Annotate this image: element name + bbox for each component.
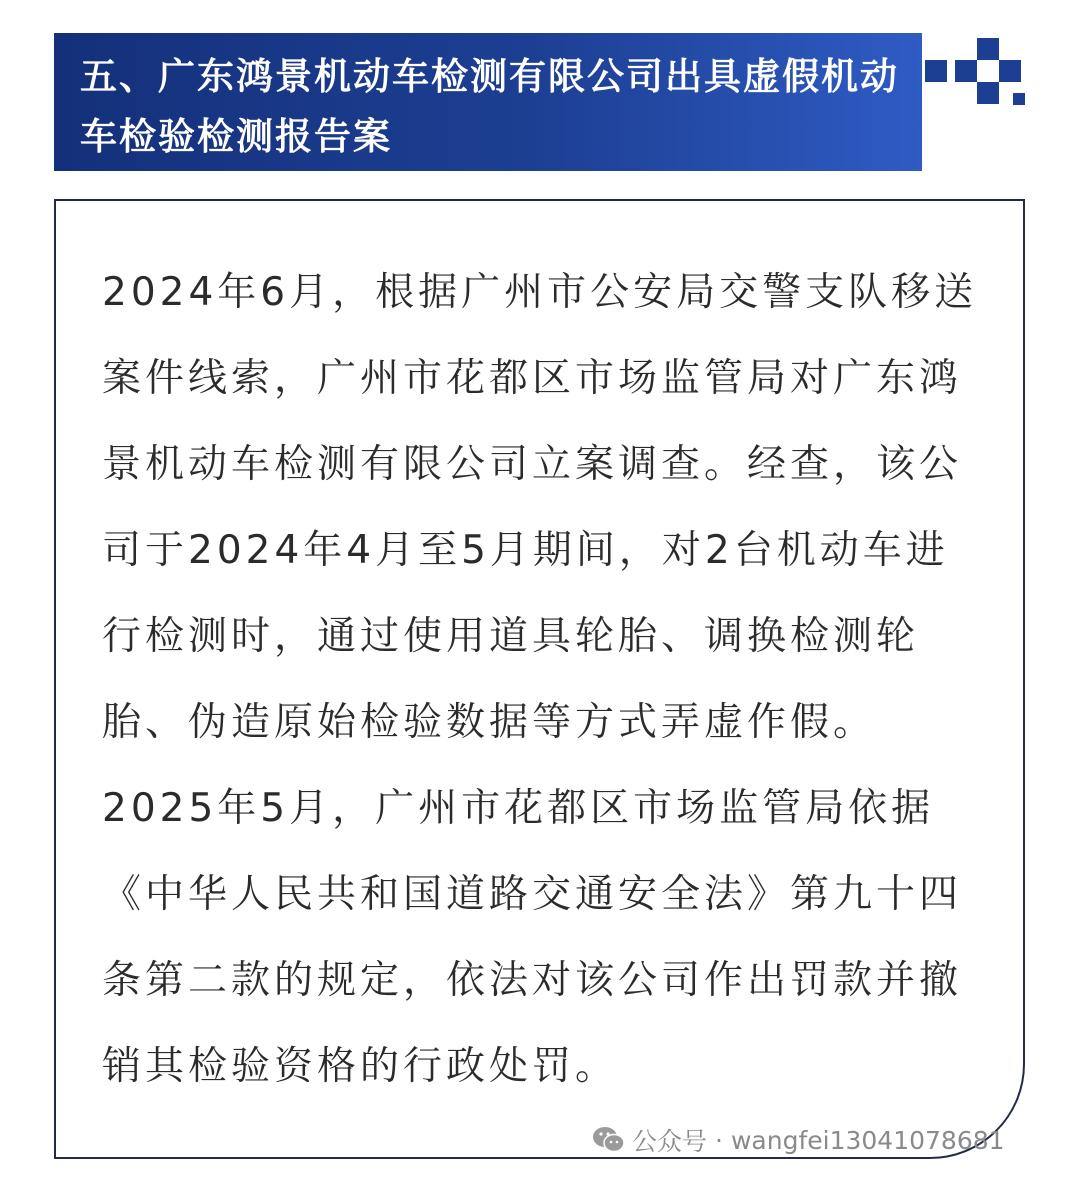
pixel-decoration xyxy=(925,38,1035,118)
title-banner xyxy=(54,33,922,171)
watermark-footer xyxy=(592,1120,1005,1160)
footer-separator: · xyxy=(715,1125,723,1155)
wechat-icon xyxy=(592,1125,626,1155)
footer-source-label: 公众号 xyxy=(632,1127,708,1156)
article-body: 2024年6月，根据广州市公安局交警支队移送案件线索，广州市花都区市场监管局对广东鸿景机动车检测有限公司立案调查。经查，该公司于2024年4月至5月期间，对2台机动车进行检测时，通过使用道具轮胎、调换检测轮胎、伪造原始检验数据等方式弄虚作假。2025年5月，广州市花都区市场监管局依据《中华人民共和国道路交通安全法》第九十四条第二款的规定，依法对该公司作出罚款并撤销其检验资格的行政处罚。 xyxy=(102,270,978,1089)
footer-account-name: wangfei13041078681 xyxy=(730,1125,1005,1155)
page-title: 五、广东鸿景机动车检测有限公司出具虚假机动车检验检测报告案 xyxy=(80,55,899,158)
